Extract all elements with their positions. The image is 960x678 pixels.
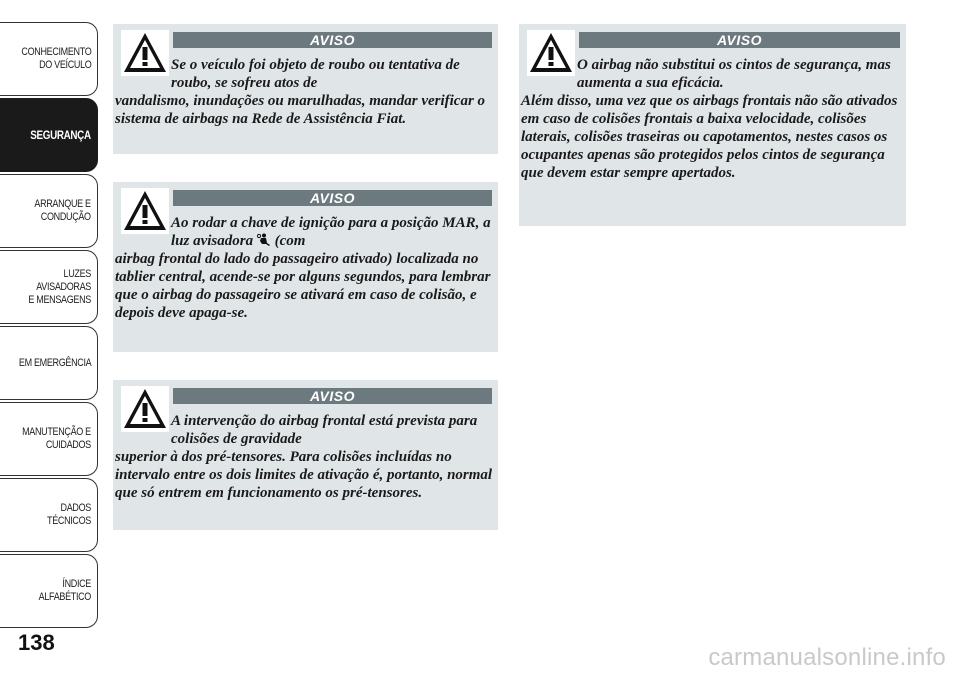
tab-luzes-avisadoras[interactable]: [0, 250, 98, 324]
tab-label: CONHECIMENTO DO VEÍCULO: [20, 46, 91, 71]
tab-seguranca[interactable]: [0, 98, 98, 172]
warning-triangle-icon: [121, 188, 169, 234]
tab-dados-tecnicos[interactable]: [0, 478, 98, 552]
warning-header: AVISO: [173, 190, 492, 206]
warning-header: AVISO: [173, 32, 492, 48]
tab-label: DADOS TÉCNICOS: [47, 502, 91, 527]
page-number: 138: [18, 630, 55, 655]
passenger-airbag-on-icon: [257, 233, 271, 247]
warning-header: AVISO: [579, 32, 900, 48]
watermark: carmanualsonline.info: [708, 644, 946, 671]
tab-label: EM EMERGÊNCIA: [18, 356, 91, 369]
tab-label: ÍNDICE ALFABÉTICO: [38, 578, 91, 603]
tab-conhecimento-do-veiculo[interactable]: [0, 22, 98, 96]
tab-indice-alfabetico[interactable]: [0, 554, 98, 628]
tab-em-emergencia[interactable]: [0, 326, 98, 400]
tab-label: LUZES AVISADORAS E MENSAGENS: [28, 267, 91, 306]
warning-body: superior à dos pré-tensores. Para colisões incluídas no intervalo entre os dois limites de ativação é, portanto, normal que só entrem em funcionamento os pré-tensores.: [115, 449, 493, 501]
warning-box: [113, 182, 498, 352]
warning-triangle-icon: [527, 30, 575, 76]
warning-box: [113, 24, 498, 154]
warning-lead: O airbag não substitui os cintos de segurança, mas aumenta a sua eficácia.: [577, 57, 891, 91]
tab-label: MANUTENÇÃO E CUIDADOS: [22, 426, 91, 451]
warning-lead-a: Ao rodar a chave de ignição para a posição MAR, a luz avisadora: [171, 215, 491, 249]
warning-triangle-icon: [121, 386, 169, 432]
warning-triangle-icon: [121, 30, 169, 76]
tab-arranque-e-conducao[interactable]: [0, 174, 98, 248]
warning-lead: Se o veículo foi objeto de roubo ou tentativa de roubo, se sofreu atos de: [171, 57, 460, 91]
tab-label: SEGURANÇA: [30, 127, 91, 142]
warning-header: AVISO: [173, 388, 492, 404]
warning-lead-b: (com: [274, 233, 306, 249]
warning-body: Além disso, uma vez que os airbags frontais não são ativados em caso de colisões frontais a baixa velocidade, colisões laterais, colisões traseiras ou capotamentos, nestes casos os ocupantes apenas são protegidos pelos cintos de segurança que devem estar sempre apertados.: [521, 93, 898, 181]
warning-lead: A intervenção do airbag frontal está prevista para colisões de gravidade: [171, 413, 478, 447]
tab-label: ARRANQUE E CONDUÇÃO: [34, 198, 91, 223]
tab-manutencao-e-cuidados[interactable]: [0, 402, 98, 476]
warning-box: [113, 380, 498, 530]
warning-box: [519, 24, 906, 226]
warning-body: airbag frontal do lado do passageiro ativado) localizada no tablier central, acende-se por alguns segundos, para lembrar que o airbag do passageiro se ativará em caso de colisão, e depois deve apaga-se.: [115, 251, 491, 321]
warning-body: vandalismo, inundações ou marulhadas, mandar verificar o sistema de airbags na Rede de Assistência Fiat.: [115, 93, 486, 127]
